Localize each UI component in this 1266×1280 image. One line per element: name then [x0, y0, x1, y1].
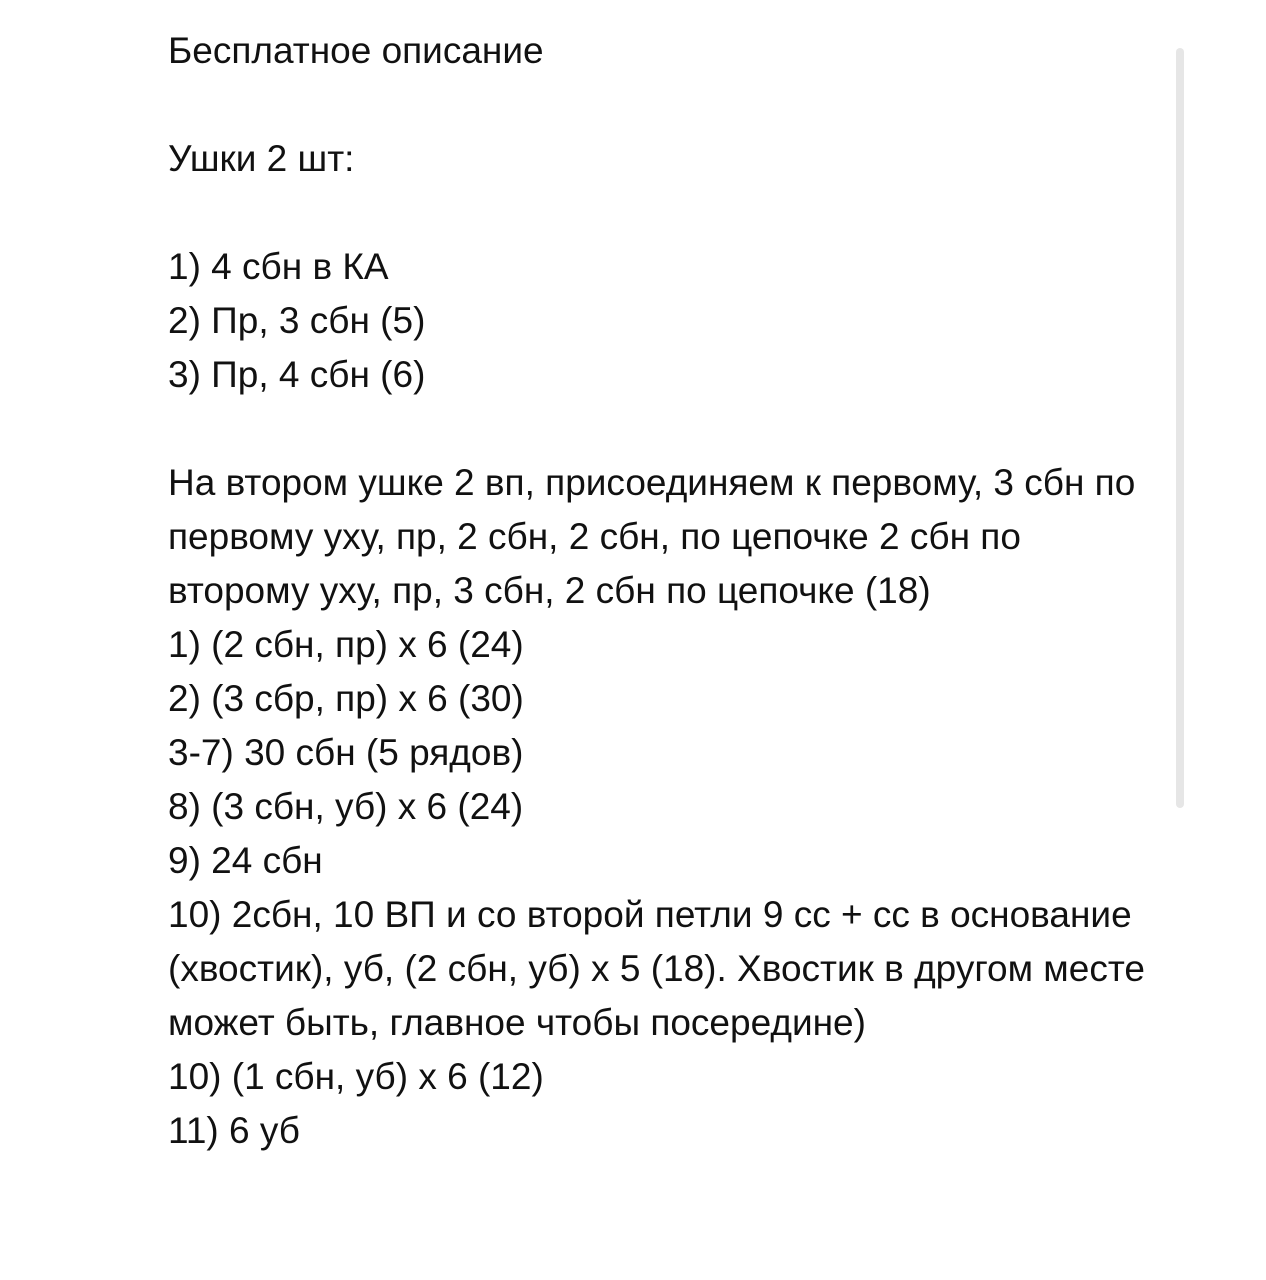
body-row: 8) (3 сбн, уб) х 6 (24)	[168, 786, 524, 827]
ears-row: 1) 4 сбн в КА	[168, 246, 389, 287]
blank-line	[168, 78, 1158, 132]
body-row: 11) 6 уб	[168, 1110, 300, 1151]
blank-line	[168, 186, 1158, 240]
note-title: Бесплатное описание	[168, 30, 544, 71]
ears-row: 2) Пр, 3 сбн (5)	[168, 300, 426, 341]
body-row: 9) 24 сбн	[168, 840, 323, 881]
vertical-scrollbar[interactable]	[1176, 48, 1184, 808]
blank-line	[168, 402, 1158, 456]
body-row: 1) (2 сбн, пр) х 6 (24)	[168, 624, 524, 665]
body-row: 3-7) 30 сбн (5 рядов)	[168, 732, 524, 773]
body-row: 2) (3 сбр, пр) х 6 (30)	[168, 678, 524, 719]
body-row: 10) (1 сбн, уб) х 6 (12)	[168, 1056, 544, 1097]
ears-row: 3) Пр, 4 сбн (6)	[168, 354, 426, 395]
ears-heading: Ушки 2 шт:	[168, 138, 355, 179]
body-row: 10) 2сбн, 10 ВП и со второй петли 9 сс + сс в основание (хвостик), уб, (2 сбн, уб) х 5 (18). Хвостик в другом месте может быть, главное чтобы посередине)	[168, 894, 1156, 1043]
note-text-area[interactable]	[168, 24, 1158, 1158]
join-paragraph: На втором ушке 2 вп, присоединяем к первому, 3 сбн по первому уху, пр, 2 сбн, 2 сбн, по цепочке 2 сбн по второму уху, пр, 3 сбн, 2 сбн по цепочке (18)	[168, 462, 1146, 611]
